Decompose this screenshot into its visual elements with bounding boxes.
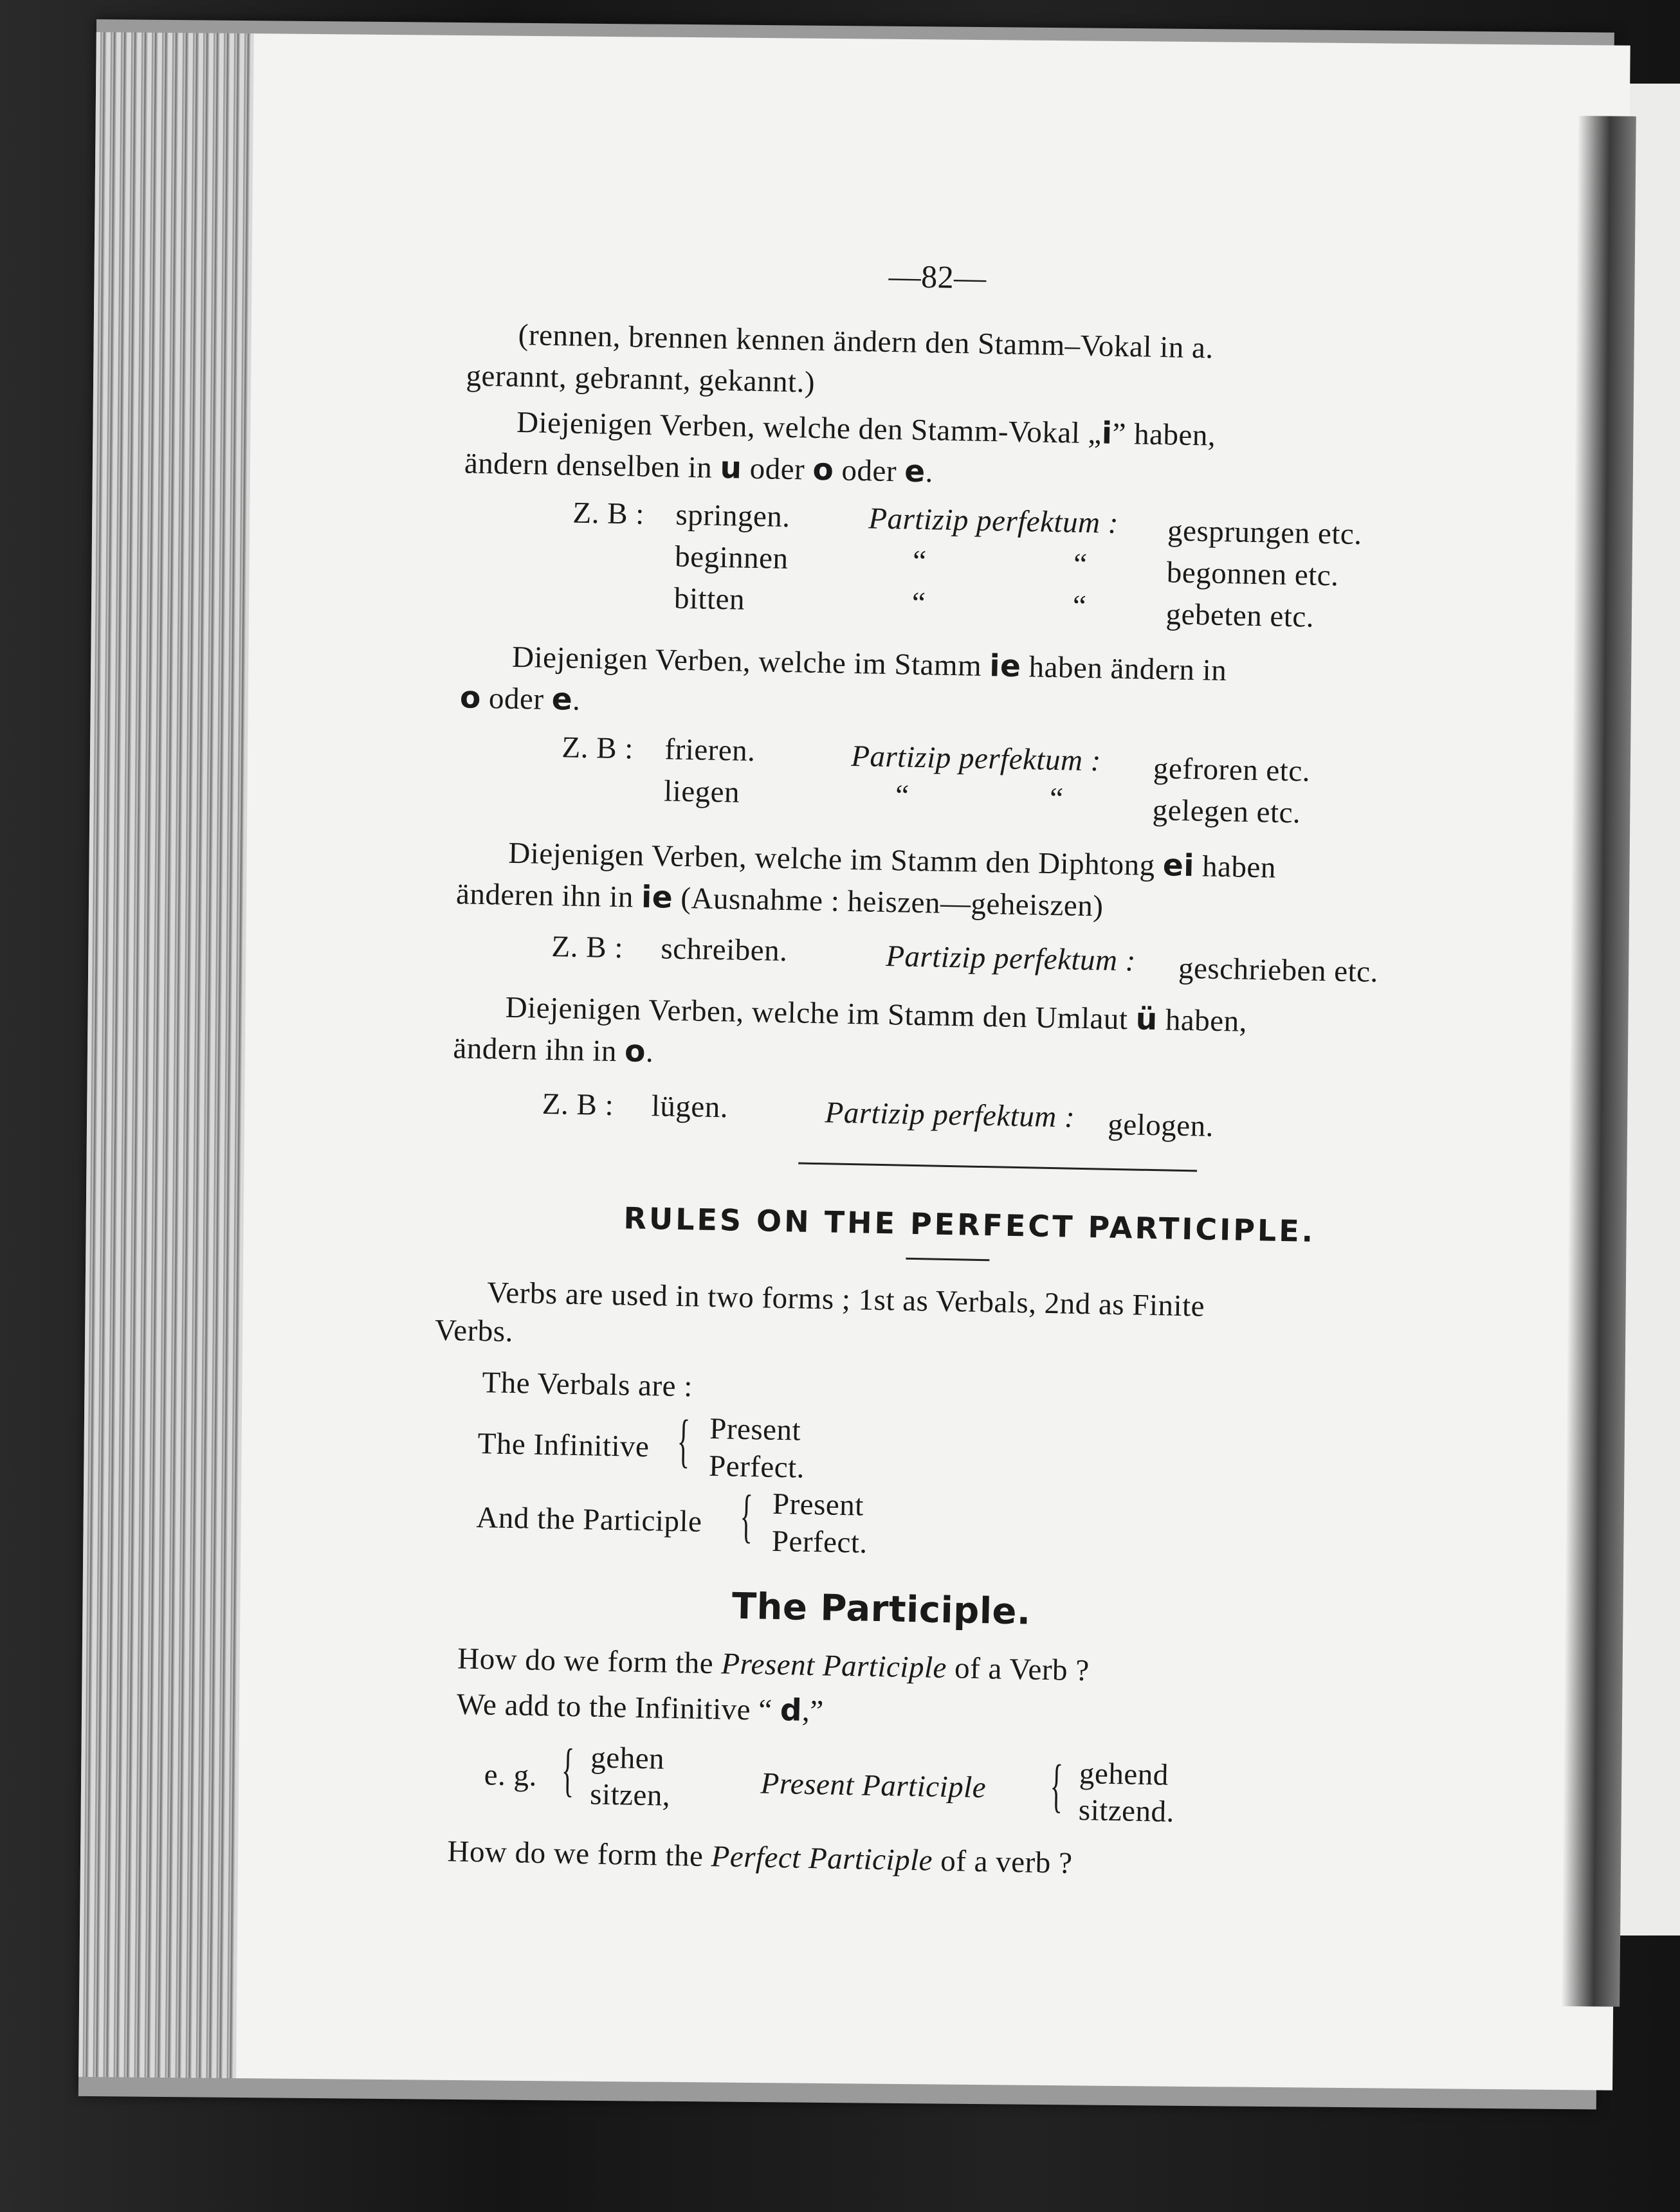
vowel-o: o (459, 680, 482, 716)
ex4-verb: lügen. (651, 1089, 729, 1125)
text: haben (1194, 849, 1277, 885)
ex1-prefix: Z. B : (572, 496, 645, 531)
eg-left-1: gehen (590, 1741, 665, 1776)
ex3-label: Partizip perfektum : (885, 939, 1137, 978)
vowel-i: i (1101, 415, 1113, 451)
brace: { (739, 1482, 754, 1549)
para5-line1 (505, 990, 1247, 1039)
ditto-mark: “ (1049, 781, 1064, 816)
term-perfect-participle: Perfect Participle (711, 1840, 933, 1878)
text: of a verb ? (932, 1844, 1073, 1880)
ditto-mark: “ (911, 586, 926, 621)
para4-line2 (456, 876, 1104, 923)
text: Diejenigen Verben, welche im Stamm (511, 640, 990, 684)
participle-label: And the Participle (476, 1500, 702, 1539)
question-perfect-participle (447, 1834, 1073, 1881)
ex3-prefix: Z. B : (551, 930, 624, 965)
text: oder (833, 453, 905, 489)
vowel-o: o (624, 1033, 646, 1069)
para2-line2 (464, 445, 933, 489)
ex1-verb-2: beginnen (674, 539, 789, 576)
question-present-participle (457, 1641, 1090, 1688)
para6-line1: Verbs are used in two forms ; 1st as Verbals, 2nd as Finite (486, 1276, 1205, 1323)
page-number: —82— (888, 257, 987, 296)
para2-line1 (516, 404, 1216, 453)
ex2-label: Partizip perfektum : (850, 739, 1102, 778)
text: ” haben, (1112, 417, 1216, 453)
ex3-pp: geschrieben etc. (1178, 951, 1379, 989)
ex2-pp-1: gefroren etc. (1153, 751, 1311, 788)
diphthong-ei: ei (1162, 848, 1195, 884)
para3-line1 (512, 639, 1227, 688)
para1-line2: gerannt, gebrannt, gekannt.) (466, 359, 816, 399)
ex1-pp-2: begonnen etc. (1166, 556, 1339, 593)
text: Diejenigen Verben, welche den Stamm-Vokal „ (516, 405, 1102, 451)
ex1-pp-3: gebeten etc. (1165, 597, 1315, 634)
text: of a Verb ? (946, 1651, 1090, 1688)
vowel-e: e (904, 453, 926, 490)
heading-underline (906, 1258, 989, 1261)
infinitive-present: Present (709, 1411, 801, 1447)
brace: { (1049, 1752, 1064, 1818)
term-present-participle: Present Participle (720, 1647, 947, 1685)
text: ,” (801, 1694, 825, 1728)
section-divider (798, 1163, 1197, 1172)
eg-prefix: e. g. (484, 1758, 538, 1793)
ex2-verb-1: frieren. (664, 732, 756, 768)
eg-label: Present Participle (760, 1766, 987, 1805)
para4-line1 (508, 835, 1277, 885)
participle-perfect: Perfect. (771, 1524, 868, 1560)
page (236, 33, 1630, 2090)
text: Diejenigen Verben, welche im Stamm den Diphtong (507, 836, 1164, 883)
text: oder (480, 681, 552, 717)
text: (Ausnahme : heiszen—geheiszen) (672, 881, 1104, 923)
text: How do we form the (447, 1835, 712, 1874)
para3-line2 (459, 680, 580, 718)
ex2-pp-2: gelegen etc. (1152, 793, 1301, 830)
infinitive-label: The Infinitive (477, 1427, 650, 1464)
suffix-d: d (780, 1692, 803, 1728)
participle-heading: The Participle. (731, 1585, 1032, 1633)
eg-right-1: gehend (1079, 1757, 1169, 1792)
text: How do we form the (457, 1642, 722, 1681)
ex1-verb-3: bitten (673, 581, 745, 617)
brace: { (676, 1407, 691, 1474)
eg-left-2: sitzen, (589, 1777, 671, 1813)
eg-right-2: sitzend. (1078, 1793, 1175, 1829)
ex3-verb: schreiben. (661, 932, 788, 968)
para6-line2: Verbs. (434, 1313, 514, 1349)
ex1-label: Partizip perfektum : (868, 502, 1119, 540)
ex2-prefix: Z. B : (562, 730, 634, 766)
book (78, 19, 1614, 2109)
ex4-label: Partizip perfektum : (825, 1096, 1075, 1134)
text: ändern denselben in (464, 446, 721, 485)
text: haben ändern in (1020, 650, 1227, 688)
vowel-o: o (812, 451, 834, 488)
ditto-mark: “ (912, 544, 927, 579)
ex2-verb-2: liegen (663, 774, 740, 810)
verbals-intro: The Verbals are : (482, 1366, 693, 1404)
text: We add to the Infinitive “ (456, 1687, 781, 1728)
answer-present-participle (456, 1686, 824, 1728)
ex4-pp: gelogen. (1107, 1107, 1214, 1143)
page-text (215, 26, 1630, 2097)
rules-heading: RULES ON THE PERFECT PARTICIPLE. (623, 1201, 1316, 1249)
ditto-mark: “ (1073, 547, 1088, 581)
participle-present: Present (772, 1487, 864, 1523)
infinitive-perfect: Perfect. (708, 1449, 805, 1485)
ditto-mark: “ (1072, 589, 1087, 623)
vowel-u: u (720, 449, 743, 486)
text: oder (742, 451, 813, 487)
para5-line2 (453, 1030, 654, 1069)
ex1-verb-1: springen. (675, 498, 791, 534)
vowel-ie: ie (641, 879, 673, 916)
ex1-pp-1: gesprungen etc. (1167, 514, 1363, 552)
brace: { (561, 1736, 575, 1802)
text: haben, (1157, 1003, 1248, 1038)
para1-line1: (rennen, brennen kennen ändern den Stamm–Vokal in a. (518, 318, 1214, 365)
umlaut-u: ü (1135, 1001, 1158, 1038)
text: . (645, 1035, 654, 1069)
text: . (572, 683, 581, 717)
ditto-mark: “ (895, 779, 910, 813)
ex4-prefix: Z. B : (542, 1087, 614, 1122)
text: ändern ihn in (453, 1031, 625, 1069)
text: . (925, 455, 934, 489)
vowel-ie: ie (989, 648, 1021, 685)
text: änderen ihn in (455, 877, 642, 914)
vowel-e: e (551, 682, 573, 718)
text: Diejenigen Verben, welche im Stamm den Umlaut (505, 990, 1137, 1037)
